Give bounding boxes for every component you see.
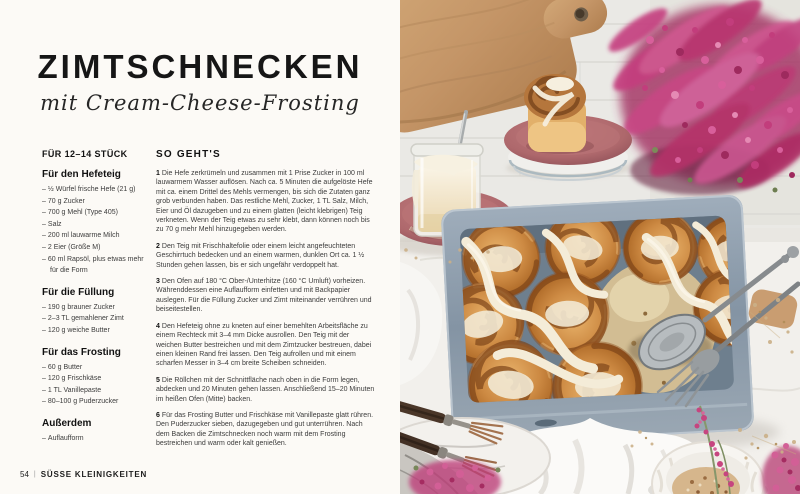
list-marker: –: [42, 243, 46, 251]
ingredient-item: [42, 230, 150, 242]
ingredient-text: 60 g Butter: [47, 363, 83, 371]
list-marker: –: [42, 398, 46, 406]
ingredient-item: [42, 302, 150, 314]
list-marker: –: [42, 232, 46, 240]
baking-tray: [425, 186, 788, 447]
step-text: Den Teig mit Frischhaltefolie oder einem leicht angefeuchteten Geschirrtuch bedecken und an einem warmen, dunklen Ort ca. 1 ½ Stunden gehen lassen, bis er sich ungefähr verdoppelt hat.: [156, 242, 365, 269]
ingredient-text: 2–3 TL gemahlener Zimt: [47, 315, 124, 323]
ingredient-section-extras: [42, 418, 150, 445]
ingredient-text: 2 Eier (Größe M): [47, 243, 101, 251]
ingredient-section-heading: Für den Hefeteig: [42, 169, 121, 180]
ingredient-item: [42, 385, 150, 397]
ingredient-text: ½ Würfel frische Hefe (21 g): [47, 186, 136, 193]
step-number: 3: [156, 278, 160, 286]
ingredient-item: [42, 219, 150, 231]
ingredient-section-heading: Außerdem: [42, 417, 92, 429]
ingredient-text: 1 TL Vanillepaste: [47, 386, 102, 394]
footer-separator: |: [33, 471, 36, 478]
list-marker: –: [42, 220, 46, 228]
ingredient-item: [42, 362, 150, 374]
step-text: Den Hefeteig ohne zu kneten auf einer bemehlten Arbeitsfläche zu einem Rechteck mit 3–4 mm Dicke ausrollen. Den Teig mit der weichen Butter bestreichen und mit dem Zimtzucker bestreuen, dabei einen kleinen Rand frei lassen. Den Teig aufrollen und mit einem scharfen Messer in 3–4 cm breite Scheiben schneiden.: [156, 322, 372, 368]
ingredient-item: [42, 325, 150, 337]
recipe-title: ZIMTSCHNECKEN: [37, 48, 363, 85]
ingredient-text: 60 ml Rapsöl, plus etwas mehr für die Form: [47, 255, 144, 275]
plated-cinnamon-roll: [524, 74, 586, 152]
method-step: [156, 411, 375, 449]
ingredient-text: 70 g Zucker: [47, 197, 85, 205]
heather-flowers: [604, 0, 800, 196]
method-column: [156, 149, 375, 456]
step-number: 5: [156, 376, 160, 384]
ingredient-item: [42, 196, 150, 208]
ingredient-item: [42, 433, 150, 445]
ingredient-text: 200 ml lauwarme Milch: [47, 232, 120, 240]
step-number: 2: [156, 242, 160, 250]
ingredient-text: 190 g brauner Zucker: [47, 303, 115, 311]
list-marker: –: [42, 209, 46, 217]
step-text: Die Röllchen mit der Schnittfläche nach oben in die Form legen, abdecken und 20 Minuten gehen lassen. Anschließend 15–20 Minuten im heißen Ofen (Mitte) backen.: [156, 376, 375, 403]
list-marker: –: [42, 434, 46, 442]
ingredient-item: [42, 254, 150, 277]
page-number: 54: [20, 470, 29, 479]
ingredient-item: [42, 313, 150, 325]
ingredients-column: [42, 149, 150, 445]
method-heading: SO GEHT'S: [156, 149, 221, 160]
ingredient-text: Salz: [47, 220, 62, 228]
ingredient-text: 80–100 g Puderzucker: [47, 398, 119, 406]
method-step: [156, 169, 375, 235]
chapter-title: SÜSSE KLEINIGKEITEN: [40, 470, 148, 479]
step-number: 4: [156, 322, 160, 330]
ingredient-item: [42, 242, 150, 254]
list-marker: –: [42, 186, 46, 193]
ingredient-section-heading: Für die Füllung: [42, 286, 115, 298]
step-number: 6: [156, 411, 160, 419]
list-marker: –: [42, 363, 46, 371]
ingredient-item: [42, 184, 150, 196]
step-text: Für das Frosting Butter und Frischkäse mit Vanillepaste glatt rühren. Den Puderzucker sieben, dazugegeben und gut unterrühren. Nach dem Backen die Zimtschnecken noch warm mit dem Frosting bestreichen und warm oder kalt genießen.: [156, 411, 374, 448]
ingredient-text: Auflaufform: [47, 434, 84, 442]
ingredient-section-heading: Für das Frosting: [42, 346, 121, 358]
ingredient-section-dough: [42, 169, 150, 277]
ingredient-item: [42, 373, 150, 385]
ingredient-item: [42, 396, 150, 408]
ingredient-item: [42, 207, 150, 219]
ingredient-section-filling: [42, 287, 150, 337]
recipe-subtitle: mit Cream-Cheese-Frosting: [40, 91, 360, 115]
list-marker: –: [42, 326, 46, 334]
servings-heading: FÜR 12–14 STÜCK: [42, 149, 128, 159]
ingredient-text: 120 g Frischkäse: [47, 375, 102, 383]
step-number: 1: [156, 170, 160, 177]
list-marker: –: [42, 315, 46, 323]
list-marker: –: [42, 386, 46, 394]
cinnamon-rolls-photo: [400, 0, 800, 494]
ingredient-section-frosting: [42, 347, 150, 408]
list-marker: –: [42, 255, 46, 263]
list-marker: –: [42, 375, 46, 383]
step-text: Den Ofen auf 180 °C Ober-/Unterhitze (160 °C Umluft) vorheizen. Währenddessen eine Auflaufform einfetten und mit Backpapier auslegen. Für die Füllung Zucker und Zimt miteinander verrühren und beiseitestellen.: [156, 278, 372, 314]
ingredient-text: 700 g Mehl (Type 405): [47, 209, 118, 217]
method-step: [156, 322, 375, 369]
list-marker: –: [42, 197, 46, 205]
method-step: [156, 242, 375, 270]
method-step: [156, 277, 375, 315]
photo-page: [400, 0, 800, 494]
list-marker: –: [42, 303, 46, 311]
step-text: Die Hefe zerkrümeln und zusammen mit 1 Prise Zucker in 100 ml lauwarmem Wasser auflösen. Nach ca. 5 Minuten die aufgelöste Hefe mit ca. einem Drittel des Mehls vermengen, bis sich die Zutaten ganz grob verbunden haben. Das restliche Mehl, Zucker, 1 TL Salz, Milch, Eier und Öl dazugeben und zu einem glatten (leicht klebrigen) Teig verkneten. Wenn der Teig etwas zu sehr klebt, dann können noch bis zu 70 g mehr Mehl hinzugegeben werden.: [156, 170, 373, 234]
page-footer: [20, 470, 147, 479]
ingredient-text: 120 g weiche Butter: [47, 326, 110, 334]
method-step: [156, 376, 375, 404]
